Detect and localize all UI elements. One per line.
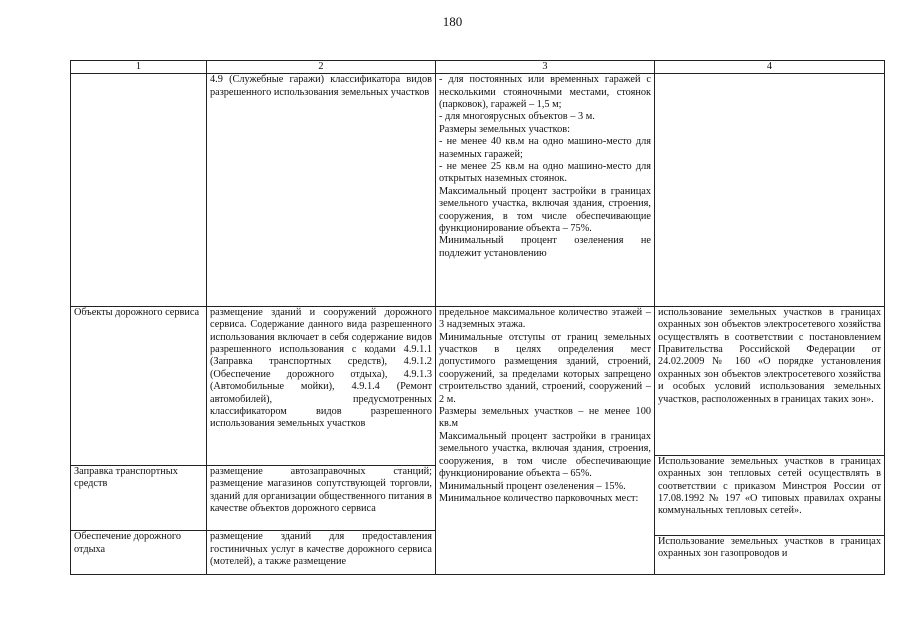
restriction-electric-networks: использование земельных участков в границах охранных зон объектов электросетевого хозяйства осуществлять в соответствии с постановлением Правительства Российской Федерации от 24.02.2009 № 160 «О порядке установления охранных зон объектов электросетевого хозяйства и особых условий использования земельных участков, расположенных в границах таких зон». xyxy=(658,306,881,405)
row1-description-cell xyxy=(207,74,436,307)
parameter-line: - для многоярусных объектов – 3 м. xyxy=(439,111,595,123)
merged-restrictions-cell xyxy=(655,306,885,574)
parameter-line: Минимальные отступы от границ земельных участков в целях определения мест допустимого размещения зданий, строений, сооружений, за пределами которых запрещено строительство зданий, строений, сооружений – 2 м. xyxy=(439,331,651,405)
parameter-line: - не менее 25 кв.м на одно машино-место для открытых наземных стоянок. xyxy=(439,161,651,185)
row1-name-cell xyxy=(71,74,207,307)
row2-name: Объекты дорожного сервиса xyxy=(74,306,200,318)
parameter-line: Размеры земельных участков: xyxy=(439,123,570,135)
restriction-gas-pipelines: Использование земельных участков в границах охранных зон газопроводов и xyxy=(658,535,881,560)
row4-name: Обеспечение дорожного отдыха xyxy=(74,531,181,555)
column-header-1: 1 xyxy=(71,61,207,74)
parameter-line: Максимальный процент застройки в границах земельного участка, включая здания, строения, сооружения, в том числе обеспечивающие функционирование объекта – 75%. xyxy=(439,185,651,235)
row1-parameters-cell xyxy=(436,74,655,307)
row2-description-cell xyxy=(207,306,436,465)
row2-name-cell xyxy=(71,306,207,465)
row4-description: размещение зданий для предоставления гостиничных услуг в качестве дорожного сервиса (мотелей), а также размещение xyxy=(210,531,432,567)
row4-name-cell xyxy=(71,531,207,575)
column-header-3: 3 xyxy=(436,61,655,74)
row1-restrictions-cell xyxy=(655,74,885,307)
parameter-line: Минимальное количество парковочных мест: xyxy=(439,492,639,504)
parameter-line: Минимальный процент озеленения не подлежит установлению xyxy=(439,235,651,259)
row3-name: Заправка транспортных средств xyxy=(74,465,178,490)
parameter-line: Минимальный процент озеленения – 15%. xyxy=(439,480,626,492)
table-row xyxy=(71,306,885,465)
table-row xyxy=(71,74,885,307)
row4-description-cell xyxy=(207,531,436,575)
page-number: 180 xyxy=(442,14,463,29)
regulations-table xyxy=(70,60,885,575)
row3-description: размещение автозаправочных станций; размещение магазинов сопутствующей торговли, зданий для организации общественного питания в качестве объектов дорожного сервиса xyxy=(210,465,432,515)
row1-description: 4.9 (Служебные гаражи) классификатора видов разрешенного использования земельных участков xyxy=(210,74,432,98)
row2-description: размещение зданий и сооружений дорожного сервиса. Содержание данного вида разрешенного использования включает в себя содержание видов разрешенного использования с кодами 4.9.1.1 (Заправка транспортных средств), 4.9.1.2 (Обеспечение дорожного отдыха), 4.9.1.3 (Автомобильные мойки), 4.9.1.4 (Ремонт автомобилей), предусмотренных классификатором видов разрешенного использования земельных участков xyxy=(210,306,432,430)
merged-parameters-cell xyxy=(436,306,655,574)
row3-description-cell xyxy=(207,465,436,530)
column-header-2: 2 xyxy=(207,61,436,74)
column-header-4: 4 xyxy=(655,61,885,74)
restriction-heat-networks: Использование земельных участков в границах охранных зон тепловых сетей осуществлять в соответствии с приказом Минстроя России от 17.08.1992 № 197 «О типовых правилах охраны коммунальных тепловых сетей». xyxy=(658,455,881,517)
row3-name-cell xyxy=(71,465,207,530)
parameter-line: предельное максимальное количество этажей – 3 надземных этажа. xyxy=(439,306,651,331)
table-header-row xyxy=(71,61,885,74)
parameter-line: - не менее 40 кв.м на одно машино-место для наземных гаражей; xyxy=(439,136,651,160)
parameter-line: Размеры земельных участков – не менее 100 кв.м xyxy=(439,406,651,430)
parameter-line: - для постоянных или временных гаражей с несколькими стояночными местами, стоянок (парковок), гаражей – 1,5 м; xyxy=(439,74,651,111)
parameter-line: Максимальный процент застройки в границах земельного участка, включая здания, строения, сооружения, в том числе обеспечивающие функционирование объекта – 65%. xyxy=(439,430,651,480)
